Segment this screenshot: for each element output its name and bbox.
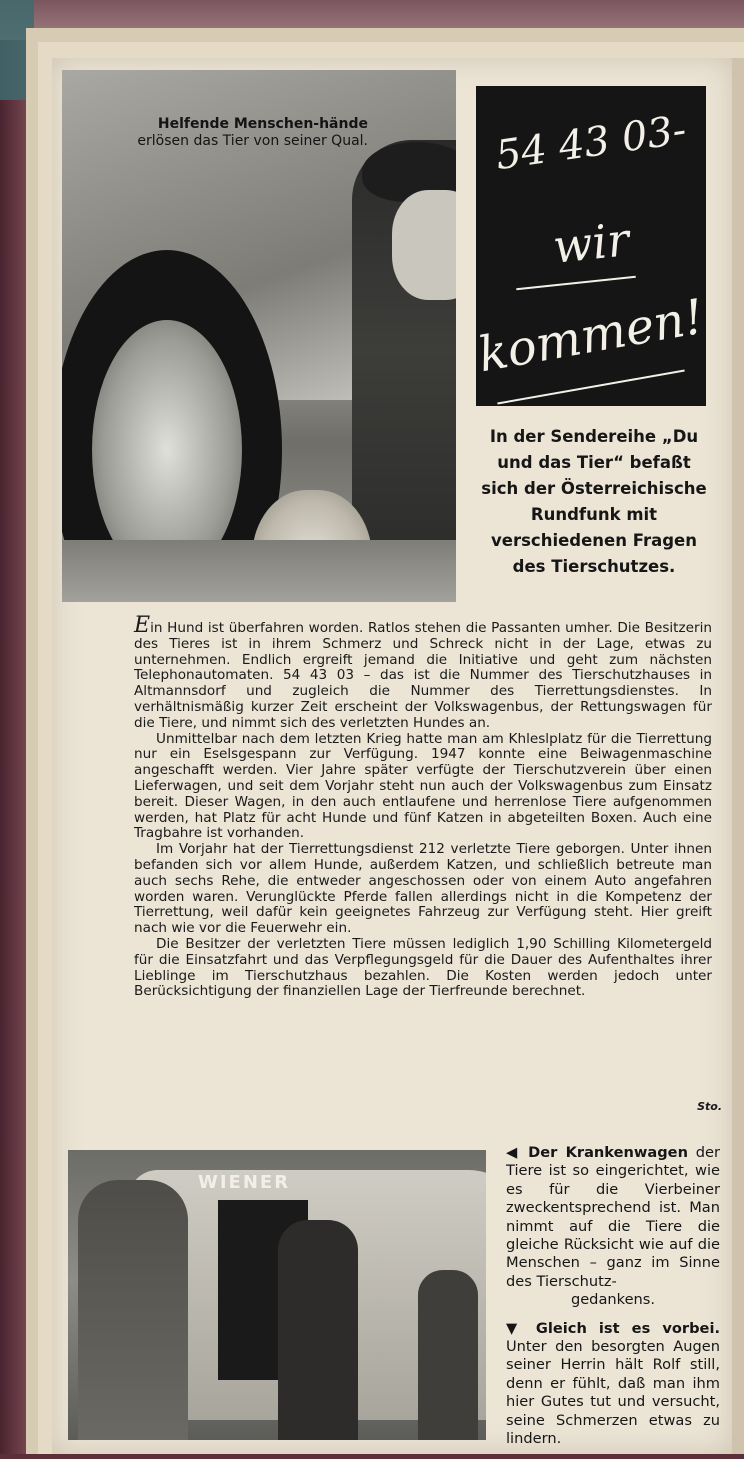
top-caption-bold: Helfende Menschen-hände — [157, 116, 368, 132]
article-paragraph-3: Im Vorjahr hat der Tierrettungsdienst 212 verletzte Tiere geborgen. Unter ihnen befanden sich vor allem Hunde, außerdem Katzen, und schließlich betreute man auch sechs Rehe, die entweder angeschossen oder von einem Auto angefahren worden waren. Verunglückte Pferde fallen allerdings nicht in die Kompetenz der Tierrettung, weil dafür kein geeignetes Fahrzeug zur Verfügung steht. Hier greift nach wie vor die Feuerwehr ein. — [134, 841, 712, 937]
headline-line-1: 54 43 03- — [492, 106, 690, 180]
headline-underline-1 — [516, 276, 636, 291]
article-paragraph-4: Die Besitzer der verletzten Tiere müssen lediglich 1,90 Schilling Kilometergeld für die Einsatzfahrt und das Verpflegungsgeld für die Dauer des Aufenthaltes ihrer Lieblinge im Tierschutzhaus bezahlen. Die Kosten werden jedoch unter Berücksichtigung der finanziellen Lage der Tierfreunde berechnet. — [134, 935, 712, 1000]
caption-ambulance-last: gedankens. — [570, 1291, 656, 1309]
top-photo — [62, 70, 456, 602]
article-paragraph-1 — [134, 613, 712, 732]
ground — [62, 540, 456, 602]
man-face — [392, 190, 456, 300]
caption-almost-done — [506, 1320, 720, 1449]
drop-initial: E — [134, 613, 151, 638]
headline-box — [476, 86, 706, 406]
intro-text: In der Sendereihe „Du und das Tier“ befaßt sich der Österreichische Rundfunk mit verschiedenen Fragen des Tierschutzes. — [481, 427, 707, 576]
bottom-photo — [68, 1150, 486, 1440]
top-photo-caption — [128, 116, 368, 150]
van-lettering: WIENER — [198, 1172, 291, 1193]
author-signature: Sto. — [697, 1100, 722, 1113]
caption-arrow-down-icon: ▼ — [506, 1319, 525, 1337]
caption-almost-done-text: Unter den besorgten Augen seiner Herrin hält Rolf still, denn er fühlt, daß man ihm hier Gutes tut und versucht, seine Schmerzen etwas zu lindern. — [506, 1338, 720, 1448]
article-body — [134, 613, 712, 1118]
side-captions — [506, 1144, 720, 1459]
headline-line-3: kommen! — [474, 288, 708, 384]
article-paragraph-1-text: in Hund ist überfahren worden. Ratlos stehen die Passanten umher. Die Besitzerin des Tieres ist in ihrem Schmerz und Schreck nicht in der Lage, etwas zu unternehmen. Endlich ergreift jemand die Initiative und geht zum nächsten Telephonautomaten. 54 43 03 – das ist die Nummer des Tierschutzhauses in Altmannsdorf und zugleich die Nummer des Tierrettungsdienstes. In verhältnismäßig kurzer Zeit erscheint der Volkswagenbus, der Rettungswagen für die Tiere, und nimmt sich des verletzten Hundes an. — [134, 620, 712, 731]
clipping-edge — [732, 58, 744, 1454]
child-figure — [418, 1270, 478, 1440]
article-paragraph-2: Unmittelbar nach dem letzten Krieg hatte man am Khleslplatz für die Tierrettung nur ein Eselsgespann zur Verfügung. 1947 konnte eine Beiwagenmaschine angeschafft werden. Vier Jahre später verfügte der Tierschutzverein über einen Lieferwagen, und seit dem Vorjahr steht nun auch der Volkswagenbus zum Einsatz bereit. Dieser Wagen, in den auch entlaufene und herrenlose Tiere aufgenommen werden, hat Platz für acht Hunde und fünf Katzen in abgeteilten Boxen. Auch eine Tragbahre ist vorhanden. — [134, 730, 712, 842]
caption-ambulance — [506, 1144, 720, 1310]
caption-almost-done-bold: Gleich ist es vorbei. — [535, 1319, 720, 1337]
caption-ambulance-text: der Tiere ist so eingerichtet, wie es für die Vierbeiner zweckentsprechend ist. Man nimmt auf die Tiere die gleiche Rücksicht wie auf die Menschen – ganz im Sinne des Tierschutz- — [506, 1144, 721, 1290]
caption-ambulance-bold: Der Krankenwagen — [528, 1144, 688, 1161]
rescuer-with-dog — [278, 1220, 358, 1440]
caption-arrow-left-icon: ◀ — [506, 1144, 521, 1161]
top-caption-rest: erlösen das Tier von seiner Qual. — [137, 133, 368, 149]
man-in-coat — [78, 1180, 188, 1440]
headline-line-2: wir — [550, 212, 632, 274]
